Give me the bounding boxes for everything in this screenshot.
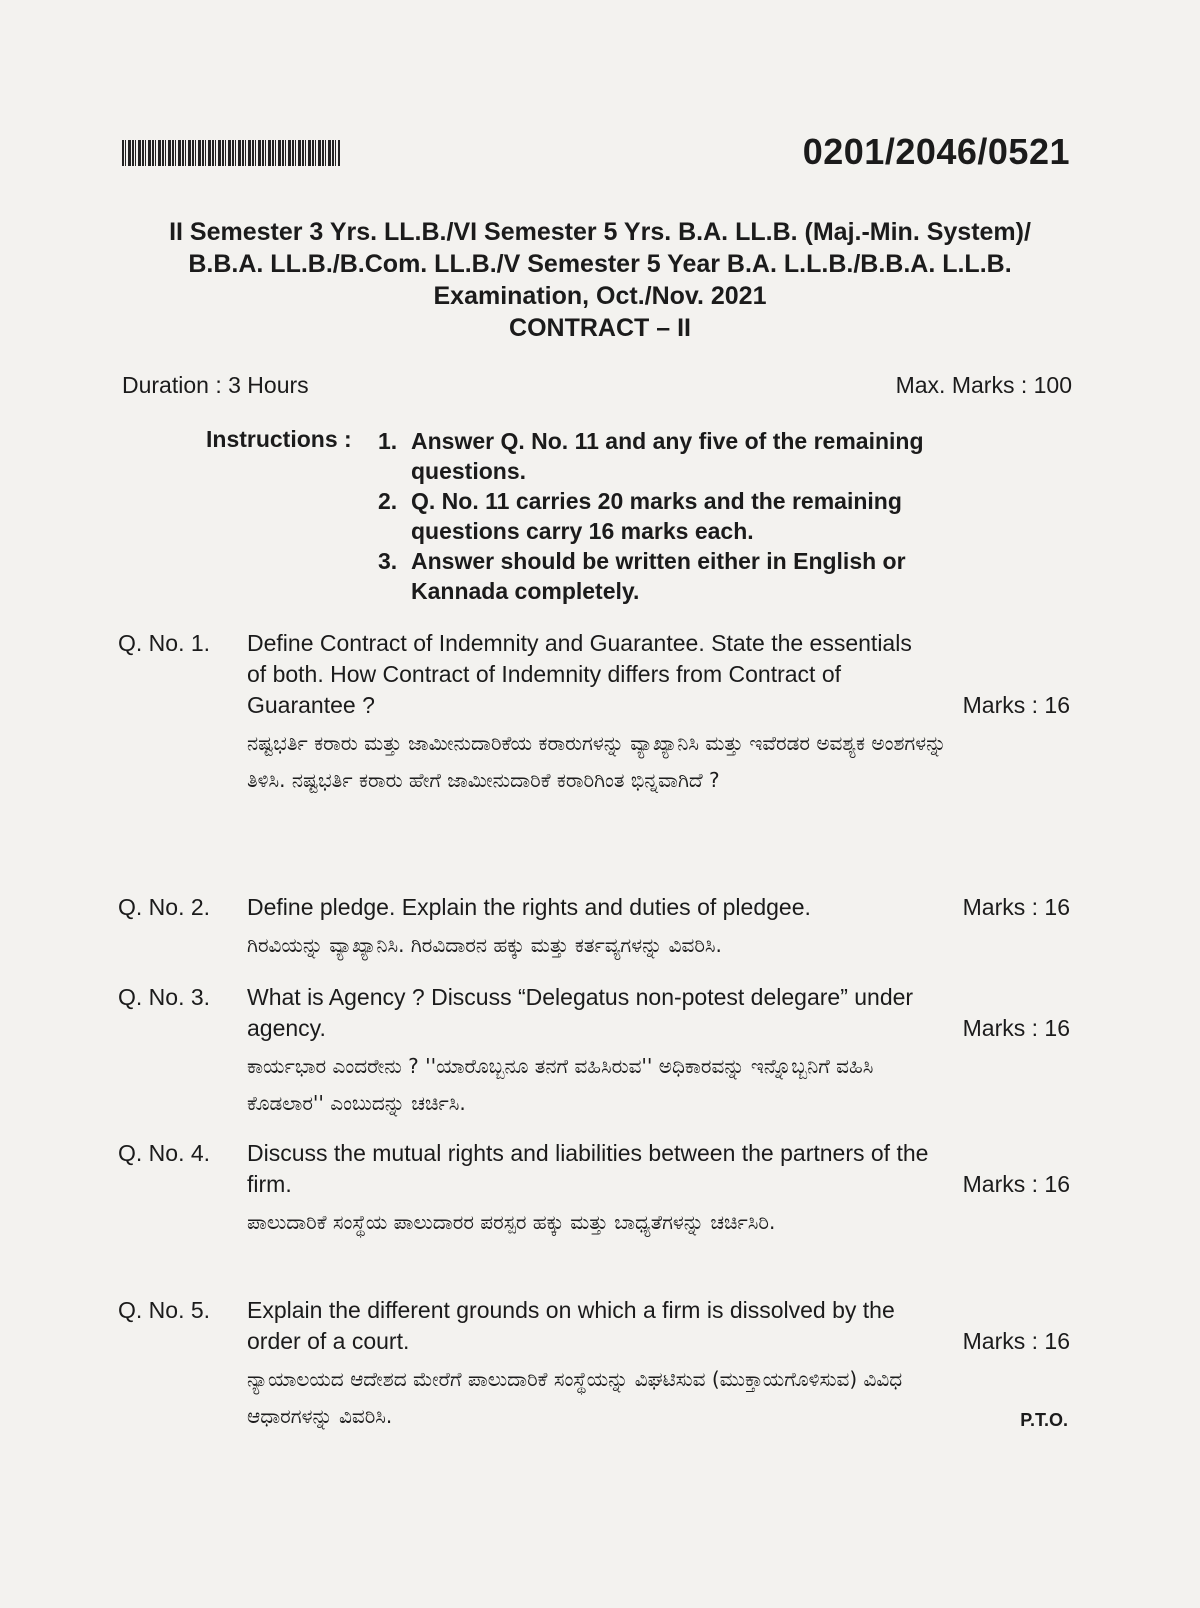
subject-title: CONTRACT – II	[509, 314, 691, 342]
question-text-english: Explain the different grounds on which a firm is dissolved by the order of a court.	[247, 1297, 895, 1354]
question-marks: Marks : 16	[962, 1328, 1070, 1354]
question-text-kannada: ನಷ್ಟಭರ್ತಿ ಕರಾರು ಮತ್ತು ಜಾಮೀನುದಾರಿಕೆಯ ಕರಾರುಗಳನ್ನು ವ್ಯಾಖ್ಯಾನಿಸಿ ಮತ್ತು ಇವೆರಡರ ಅವಶ್ಯಕ ಅಂಶಗಳನ್ನು ತಿಳಿಸಿ. ನಷ್ಟಭರ್ತಿ ಕರಾರು ಹೇಗೆ ಜಾಮೀನುದಾರಿಕೆ ಕರಾರಿಗಿಂತ ಭಿನ್ನವಾಗಿದೆ ?	[247, 731, 947, 792]
question-number: Q. No. 5.	[118, 1297, 211, 1323]
question-text-english: Define Contract of Indemnity and Guarantee. State the essentials of both. How Contract of Indemnity differs from Contract of Guarantee ?	[247, 630, 912, 718]
exam-header	[100, 216, 1100, 344]
instructions-label: Instructions :	[206, 426, 352, 452]
instruction-item	[378, 486, 938, 546]
question-marks: Marks : 16	[962, 894, 1070, 920]
instruction-number: 2.	[378, 488, 398, 514]
question-1	[118, 628, 1078, 799]
instruction-text: Answer should be written either in English or Kannada completely.	[411, 548, 906, 604]
question-text-kannada: ಗಿರವಿಯನ್ನು ವ್ಯಾಖ್ಯಾನಿಸಿ. ಗಿರವಿದಾರನ ಹಕ್ಕು ಮತ್ತು ಕರ್ತವ್ಯಗಳನ್ನು ವಿವರಿಸಿ.	[247, 933, 722, 957]
question-4	[118, 1138, 1078, 1241]
instruction-number: 1.	[378, 428, 398, 454]
header-line-1: II Semester 3 Yrs. LL.B./VI Semester 5 Yrs. B.A. LL.B. (Maj.-Min. System)/	[169, 218, 1031, 246]
max-marks: Max. Marks : 100	[895, 372, 1072, 398]
question-number: Q. No. 1.	[118, 630, 211, 656]
question-text-english: Define pledge. Explain the rights and duties of pledgee.	[247, 894, 811, 920]
instructions-list	[378, 426, 938, 606]
question-text-english: Discuss the mutual rights and liabilities between the partners of the firm.	[247, 1140, 929, 1197]
question-marks: Marks : 16	[962, 1015, 1070, 1041]
question-text-kannada: ಪಾಲುದಾರಿಕೆ ಸಂಸ್ಥೆಯ ಪಾಲುದಾರರ ಪರಸ್ಪರ ಹಕ್ಕು ಮತ್ತು ಬಾಧ್ಯತೆಗಳನ್ನು ಚರ್ಚಿಸಿರಿ.	[247, 1210, 776, 1234]
question-2	[118, 892, 1078, 964]
header-line-2: B.B.A. LL.B./B.Com. LL.B./V Semester 5 Year B.A. L.L.B./B.B.A. L.L.B.	[188, 250, 1012, 278]
header-line-3: Examination, Oct./Nov. 2021	[433, 282, 767, 310]
barcode	[122, 140, 340, 166]
question-number: Q. No. 4.	[118, 1140, 211, 1166]
question-5	[118, 1295, 1078, 1435]
instruction-number: 3.	[378, 548, 398, 574]
please-turn-over: P.T.O.	[1020, 1410, 1068, 1430]
instruction-text: Answer Q. No. 11 and any five of the remaining questions.	[411, 428, 924, 484]
question-text-kannada: ಕಾರ್ಯಭಾರ ಎಂದರೇನು ? ''ಯಾರೊಬ್ಬನೂ ತನಗೆ ವಹಿಸಿರುವ'' ಅಧಿಕಾರವನ್ನು ಇನ್ನೊಬ್ಬನಿಗೆ ವಹಿಸಿ ಕೊಡಲಾರ'' ಎಂಬುದನ್ನು ಚರ್ಚಿಸಿ.	[247, 1054, 874, 1115]
paper-code: 0201/2046/0521	[802, 131, 1070, 172]
instruction-text: Q. No. 11 carries 20 marks and the remaining questions carry 16 marks each.	[411, 488, 902, 544]
question-3	[118, 982, 1078, 1122]
question-marks: Marks : 16	[962, 692, 1070, 718]
question-number: Q. No. 2.	[118, 894, 211, 920]
instruction-item	[378, 546, 938, 606]
question-text-kannada: ನ್ಯಾಯಾಲಯದ ಆದೇಶದ ಮೇರೆಗೆ ಪಾಲುದಾರಿಕೆ ಸಂಸ್ಥೆಯನ್ನು ವಿಘಟಿಸುವ (ಮುಕ್ತಾಯಗೊಳಿಸುವ) ವಿವಿಧ ಆಧಾರಗಳನ್ನು ವಿವರಿಸಿ.	[247, 1367, 903, 1428]
duration: Duration : 3 Hours	[122, 372, 309, 398]
instruction-item	[378, 426, 938, 486]
question-text-english: What is Agency ? Discuss “Delegatus non-potest delegare” under agency.	[247, 984, 914, 1041]
question-marks: Marks : 16	[962, 1171, 1070, 1197]
question-number: Q. No. 3.	[118, 984, 211, 1010]
